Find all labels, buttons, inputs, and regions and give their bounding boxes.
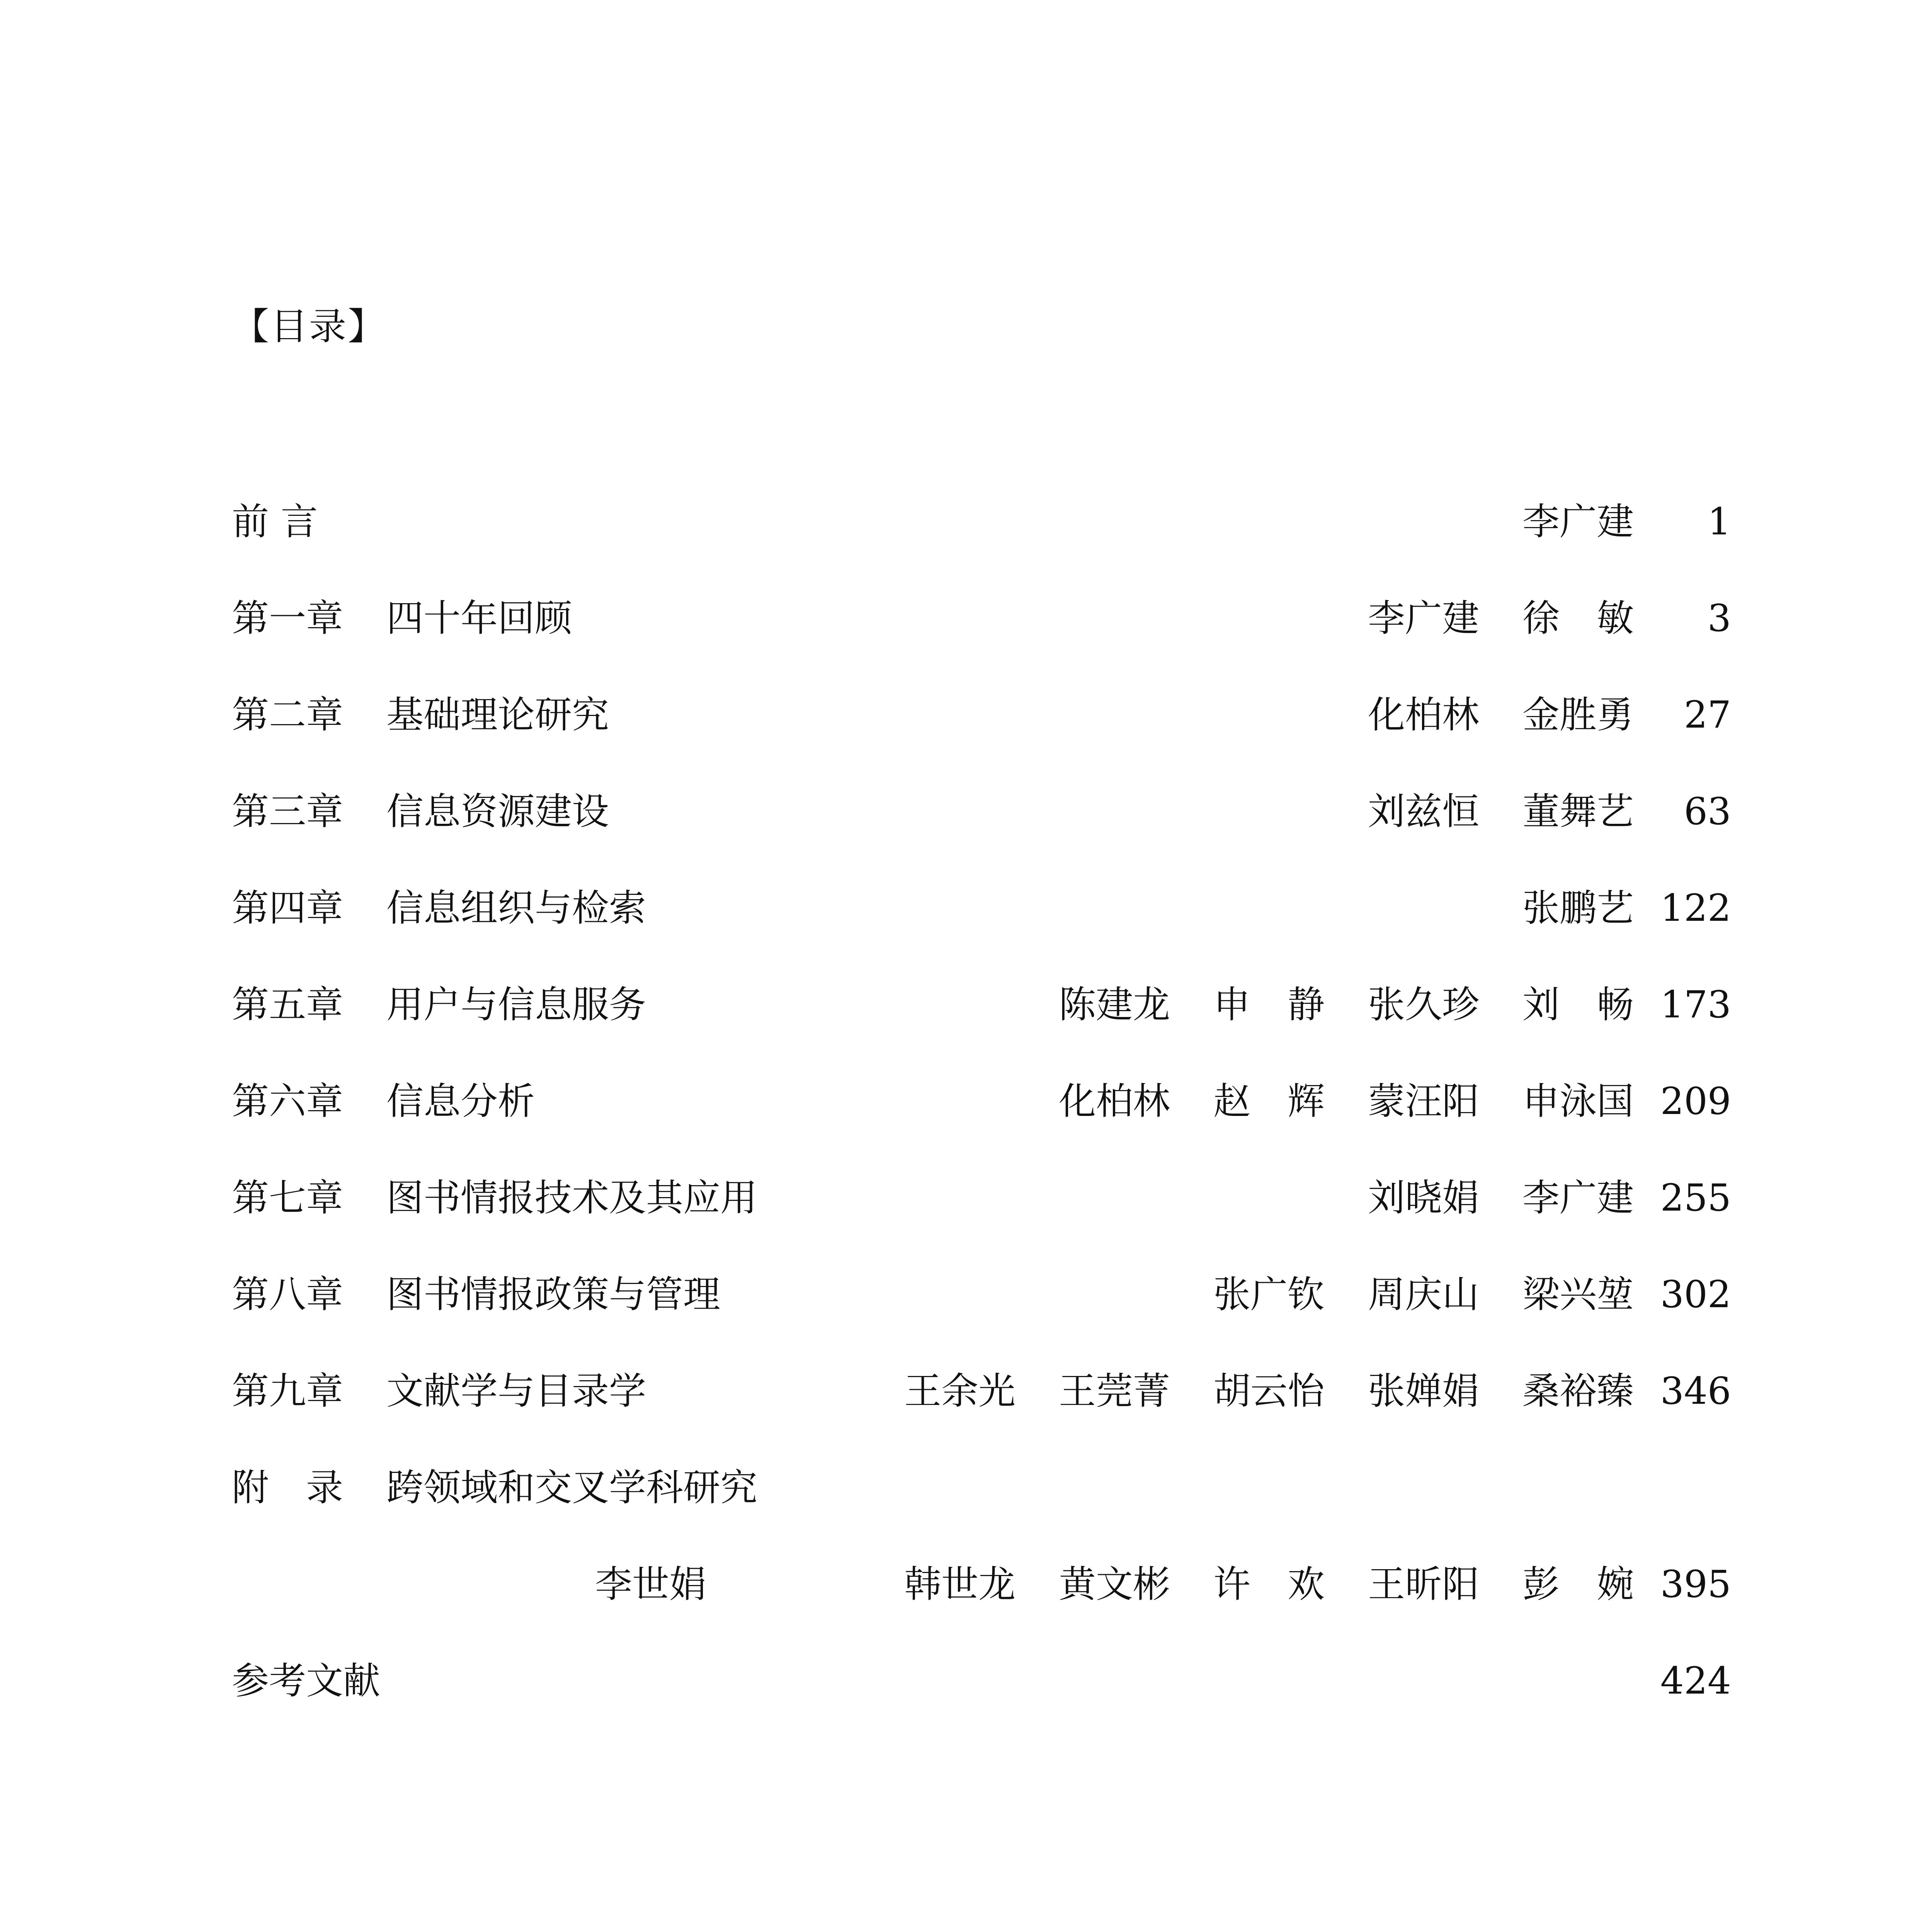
entry-page-number: 209 [1660, 1080, 1731, 1123]
entry-title: 文献学与目录学 [386, 1369, 646, 1413]
entry-author: 张久珍 [1368, 983, 1479, 1026]
entry-author: 陈建龙 [1059, 983, 1170, 1026]
toc-entry-chapter-1[interactable] [232, 595, 1731, 641]
entry-page-number: 255 [1660, 1176, 1731, 1219]
entry-page-number: 302 [1660, 1273, 1731, 1316]
entry-author: 蒙汪阳 [1368, 1080, 1479, 1123]
entry-author: 申泳国 [1522, 1080, 1634, 1123]
entry-page-number: 27 [1684, 693, 1731, 736]
entry-author: 周庆山 [1368, 1273, 1479, 1316]
entry-title: 图书情报政策与管理 [386, 1273, 720, 1316]
entry-author: 王余光 [904, 1369, 1015, 1413]
entry-number: 第三章 [232, 790, 343, 833]
toc-entry-chapter-8[interactable] [232, 1271, 1731, 1318]
toc-entry-preface[interactable] [232, 498, 1731, 545]
entry-author: 申 静 [1213, 983, 1325, 1026]
entry-author: 胡云怡 [1213, 1369, 1325, 1413]
entry-title: 跨领域和交叉学科研究 [386, 1466, 757, 1509]
entry-page-number: 1 [1707, 500, 1731, 543]
entry-number: 第六章 [232, 1080, 343, 1123]
entry-author: 李广建 [1522, 1176, 1634, 1219]
toc-heading: 【目录】 [232, 305, 386, 348]
entry-author: 化柏林 [1368, 693, 1479, 736]
entry-title: 信息资源建设 [386, 790, 609, 833]
entry-title: 基础理论研究 [386, 693, 609, 736]
entry-author: 刘晓娟 [1368, 1176, 1479, 1219]
entry-author: 彭 婉 [1522, 1563, 1634, 1606]
toc-entry-chapter-3[interactable] [232, 788, 1731, 835]
entry-author: 梁兴堃 [1522, 1273, 1634, 1316]
entry-page-number: 424 [1660, 1659, 1731, 1702]
entry-author: 桑裕臻 [1522, 1369, 1634, 1413]
entry-page-number: 122 [1660, 886, 1731, 930]
entry-number: 附 录 [232, 1466, 343, 1509]
entry-title: 信息分析 [386, 1080, 535, 1123]
entry-page-number: 3 [1707, 597, 1731, 640]
entry-page-number: 346 [1660, 1369, 1731, 1413]
entry-author: 董舞艺 [1522, 790, 1634, 833]
toc-entry-chapter-2[interactable] [232, 692, 1731, 738]
entry-number: 第四章 [232, 886, 343, 930]
entry-author: 金胜勇 [1522, 693, 1634, 736]
entry-author: 刘 畅 [1522, 983, 1634, 1026]
entry-number: 第五章 [232, 983, 343, 1026]
entry-number: 参考文献 [232, 1659, 380, 1702]
toc-entry-chapter-5[interactable] [232, 981, 1731, 1028]
toc-entry-chapter-6[interactable] [232, 1078, 1731, 1124]
entry-author: 赵 辉 [1213, 1080, 1325, 1123]
toc-entry-appendix-authors[interactable] [232, 1561, 1731, 1607]
entry-author: 张鹏艺 [1522, 886, 1634, 930]
entry-author: 徐 敏 [1522, 597, 1634, 640]
entry-title: 图书情报技术及其应用 [386, 1176, 757, 1219]
toc-entry-chapter-9[interactable] [232, 1368, 1731, 1414]
entry-author: 王莞菁 [1059, 1369, 1170, 1413]
toc-entry-appendix[interactable] [232, 1464, 1731, 1511]
entry-author: 化柏林 [1059, 1080, 1170, 1123]
entry-page-number: 173 [1660, 983, 1731, 1026]
entry-page-number: 63 [1684, 790, 1731, 833]
entry-number: 第一章 [232, 597, 343, 640]
entry-number: 第九章 [232, 1369, 343, 1413]
toc-entry-references[interactable] [232, 1658, 1731, 1704]
entry-author: 李世娟 [595, 1563, 706, 1606]
entry-author: 张婵娟 [1368, 1369, 1479, 1413]
entry-title: 信息组织与检索 [386, 886, 646, 930]
toc-entry-chapter-4[interactable] [232, 885, 1731, 931]
entry-author: 李广建 [1522, 500, 1634, 543]
entry-title: 四十年回顾 [386, 597, 572, 640]
entry-page-number: 395 [1660, 1563, 1731, 1606]
entry-number: 前 言 [232, 500, 318, 543]
entry-author: 黄文彬 [1059, 1563, 1170, 1606]
entry-author: 张广钦 [1213, 1273, 1325, 1316]
entry-number: 第二章 [232, 693, 343, 736]
entry-author: 李广建 [1368, 597, 1479, 640]
entry-author: 刘兹恒 [1368, 790, 1479, 833]
entry-title: 用户与信息服务 [386, 983, 646, 1026]
entry-author: 王昕阳 [1368, 1563, 1479, 1606]
entry-author: 韩世龙 [904, 1563, 1015, 1606]
entry-number: 第七章 [232, 1176, 343, 1219]
entry-number: 第八章 [232, 1273, 343, 1316]
entry-author: 许 欢 [1213, 1563, 1325, 1606]
toc-entry-chapter-7[interactable] [232, 1175, 1731, 1221]
